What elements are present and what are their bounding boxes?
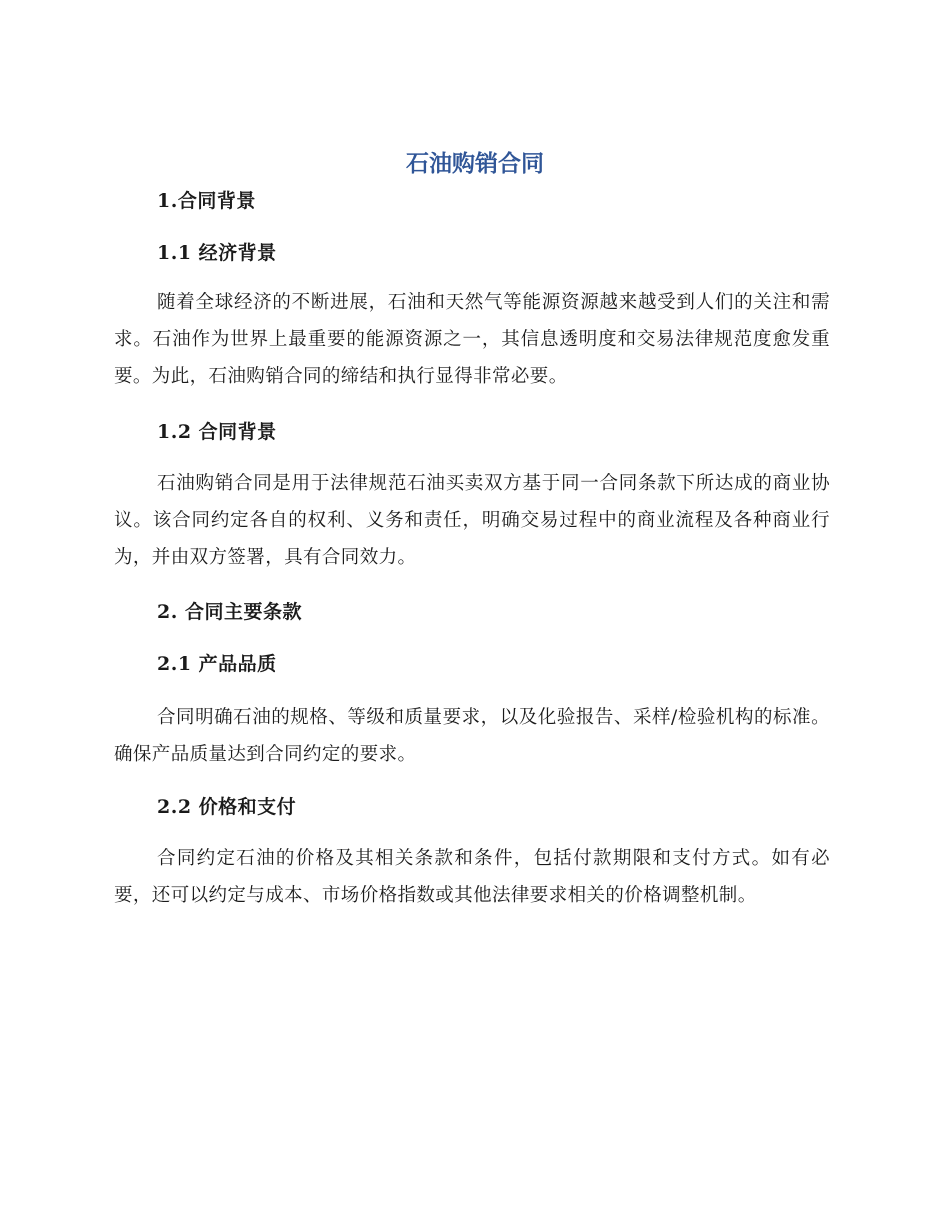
section-1-2-heading: 1.2 合同背景 [157, 421, 277, 443]
document-title: 石油购销合同 [406, 151, 544, 177]
section-1-1-paragraph: 随着全球经济的不断进展，石油和天然气等能源资源越来越受到人们的关注和需求。石油作为世界上最重要的能源资源之一，其信息透明度和交易法律规范度愈发重要。为此，石油购销合同的缔结和执行显得非常必要。 [114, 292, 830, 387]
section-2-2-heading: 2.2 价格和支付 [157, 796, 297, 818]
section-2-heading: 2. 合同主要条款 [157, 601, 302, 623]
section-1-1-heading: 1.1 经济背景 [157, 242, 277, 264]
section-1-heading: 1.合同背景 [157, 190, 256, 212]
section-2-1-heading: 2.1 产品品质 [157, 653, 277, 675]
section-1-2-paragraph: 石油购销合同是用于法律规范石油买卖双方基于同一合同条款下所达成的商业协议。该合同约定各自的权利、义务和责任，明确交易过程中的商业流程及各种商业行为，并由双方签署，具有合同效力。 [114, 473, 830, 568]
section-2-2-paragraph: 合同约定石油的价格及其相关条款和条件，包括付款期限和支付方式。如有必要，还可以约定与成本、市场价格指数或其他法律要求相关的价格调整机制。 [114, 848, 830, 906]
section-2-1-paragraph: 合同明确石油的规格、等级和质量要求，以及化验报告、采样/检验机构的标准。确保产品质量达到合同约定的要求。 [114, 707, 830, 765]
